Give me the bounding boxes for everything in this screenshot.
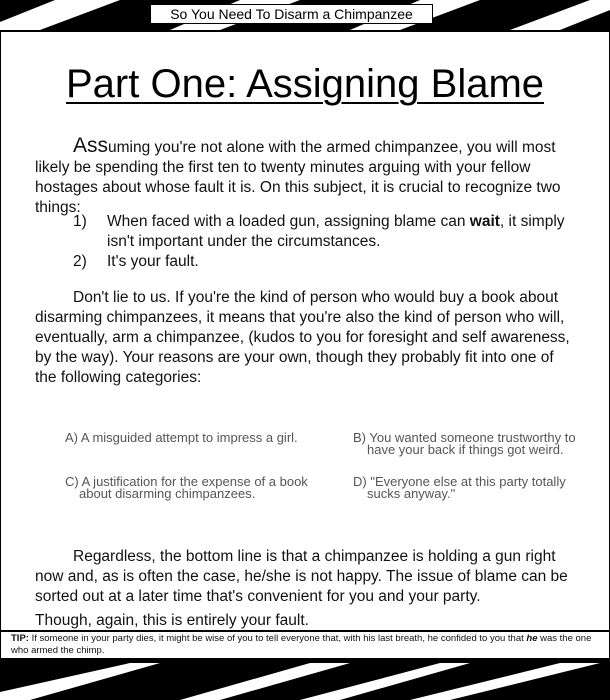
drop-cap: Ass xyxy=(73,134,109,157)
diagonal-stripes xyxy=(0,660,610,700)
bottom-line-paragraph: Regardless, the bottom line is that a chimpanzee is holding a gun right now and, as is often the case, he/she is not happy. The issue of blame can be sorted out at a later time that's convenient for you and your party. xyxy=(35,548,568,605)
closing-line: Though, again, this is entirely your fault. xyxy=(35,612,309,629)
reasons-paragraph: Don't lie to us. If you're the kind of person who would buy a book about disarming chimpanzees, it means that you're also the kind of person who will, eventually, arm a chimpanzee, (kudos to you for foresight and self awareness, by the way). Your reasons are your own, though they probably fit into one of the following categories: xyxy=(35,289,570,386)
tip-label: TIP: xyxy=(11,633,29,644)
option-c: C) A justification for the expense of a book about disarming chimpanzees. xyxy=(65,474,308,501)
tip-box: TIP: If someone in your party dies, it might be wise of you to tell everyone that, with his last breath, he confided to you that he was the one who armed the chimp. xyxy=(1,632,609,658)
option-b: B) You wanted someone trustworthy to have your back if things got weird. xyxy=(353,430,576,457)
document-page xyxy=(1,32,609,630)
option-a: A) A misguided attempt to impress a girl. xyxy=(65,430,298,445)
numbered-list xyxy=(73,212,583,272)
list-item: 2) It's your fault. xyxy=(73,253,199,270)
chapter-title: Part One: Assigning Blame xyxy=(65,62,545,106)
option-d: D) "Everyone else at this party totally sucks anyway." xyxy=(353,474,566,501)
list-item: 1) When faced with a loaded gun, assigning blame can wait, it simply isn't important under the circumstances. xyxy=(73,213,565,250)
intro-paragraph: Assuming you're not alone with the armed chimpanzee, you will most likely be spending the first ten to twenty minutes arguing with your fellow hostages about whose fault it is. On this subject, it is crucial to recognize two things: xyxy=(35,134,561,216)
book-title-header: So You Need To Disarm a Chimpanzee xyxy=(150,4,433,24)
bottom-stripe-band xyxy=(0,660,610,700)
